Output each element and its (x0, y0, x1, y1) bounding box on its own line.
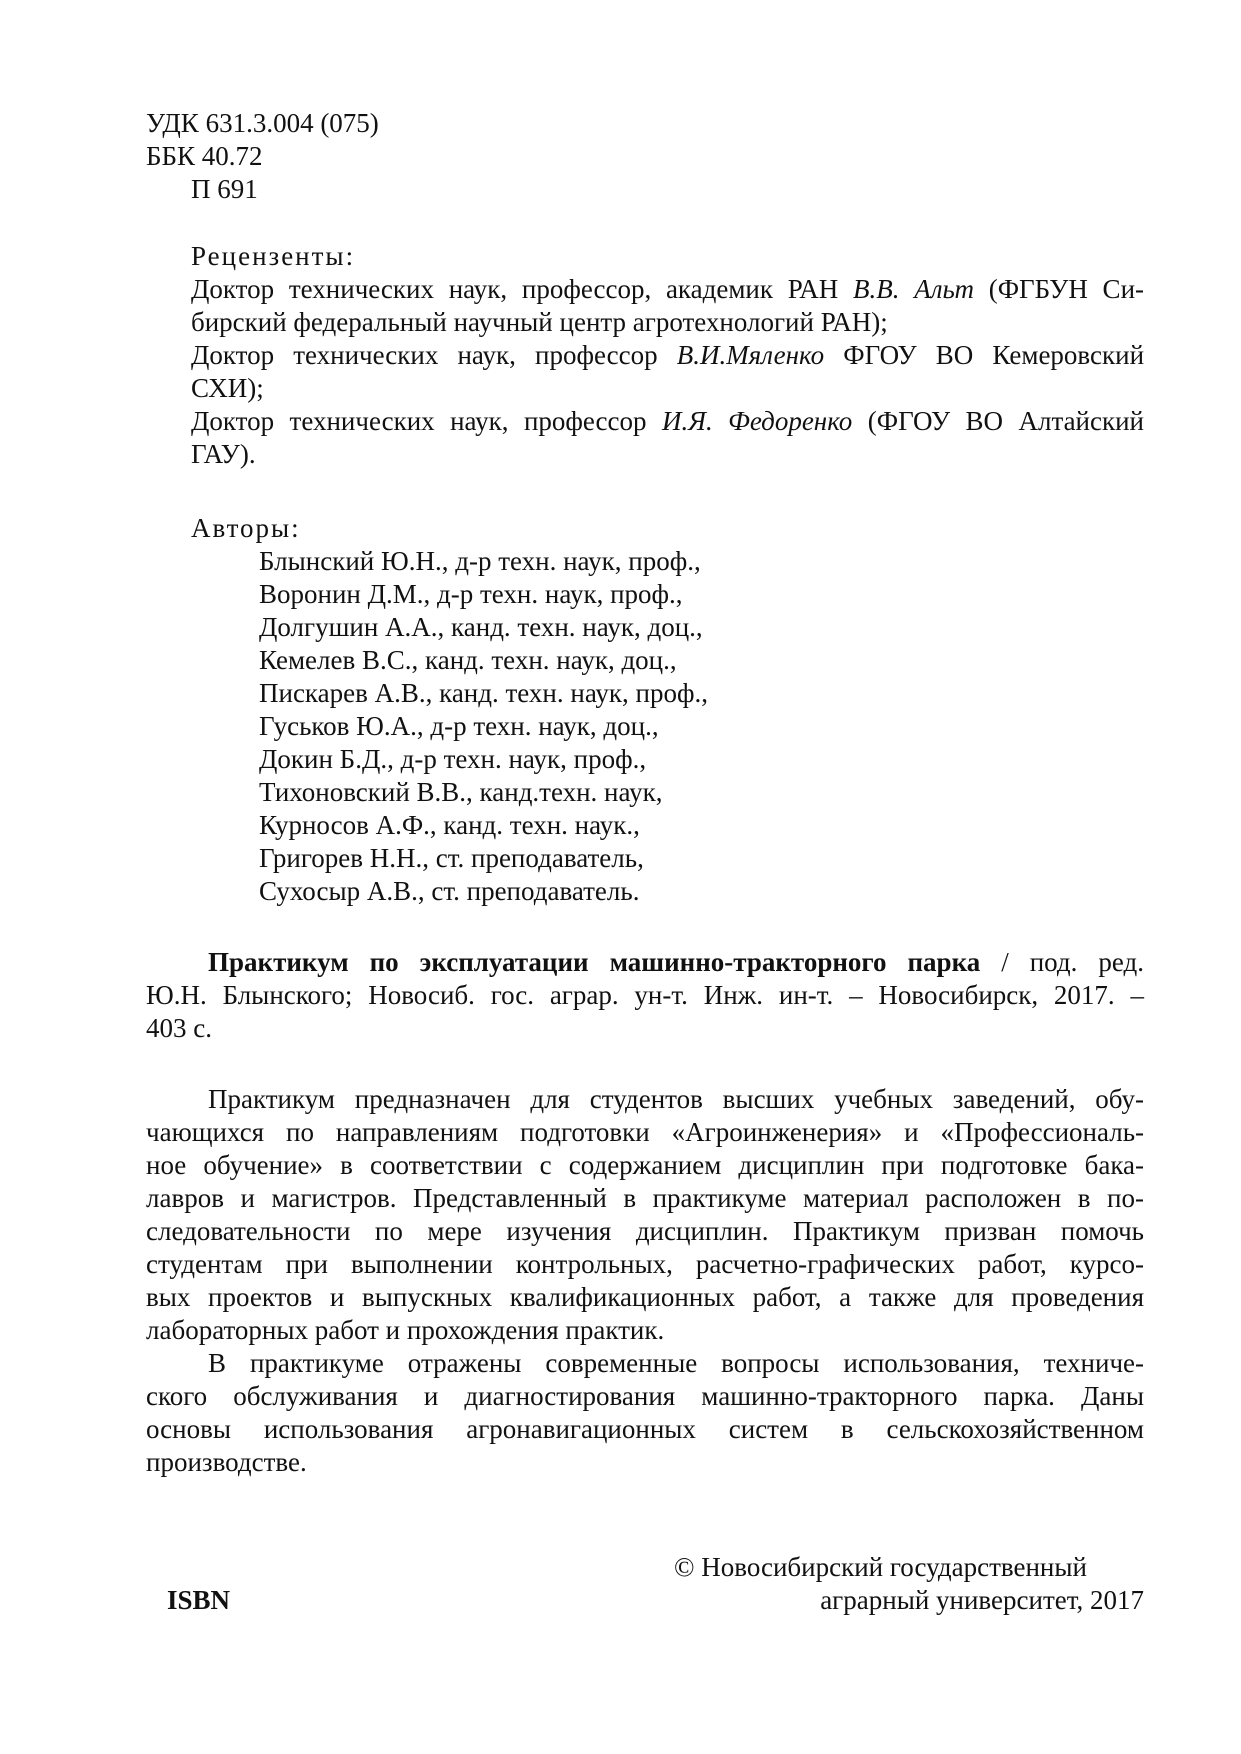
abstract-p1-line: лабораторных работ и прохождения практик. (146, 1315, 665, 1345)
abstract-p2-line: В практикуме отражены современные вопросы использования, техниче- (208, 1348, 1144, 1378)
author-item: Григорев Н.Н., ст. преподаватель, (259, 843, 644, 873)
author-item: Гуськов Ю.А., д-р техн. наук, доц., (259, 711, 659, 741)
authors-label: Авторы: (191, 513, 301, 543)
reviewer-3-line-1 (191, 405, 1144, 438)
reviewer-3-title: Доктор технических наук, профессор (191, 406, 647, 436)
copyright-line-2: аграрный университет, 2017 (820, 1585, 1144, 1615)
abstract-p2-line: ского обслуживания и диагностирования машинно-тракторного парка. Даны (146, 1381, 1144, 1411)
reviewer-3-org-start: (ФГОУ ВО Алтайский (867, 406, 1145, 436)
abstract-p1-line: чающихся по направлениям подготовки «Агроинженерия» и «Профессиональ- (146, 1117, 1144, 1147)
reviewer-2-org-start: ФГОУ ВО Кемеровский (843, 340, 1145, 370)
author-item: Долгушин А.А., канд. техн. наук, доц., (259, 612, 703, 642)
abstract-p1-line: вых проектов и выпускных квалификационных работ, а также для проведения (146, 1282, 1144, 1312)
reviewer-2-title: Доктор технических наук, профессор (191, 340, 658, 370)
abstract-p1-line: лавров и магистров. Представленный в практикуме материал расположен в по- (146, 1183, 1144, 1213)
author-item: Пискарев А.В., канд. техн. наук, проф., (259, 678, 708, 708)
reviewer-1-line-1 (191, 273, 1144, 306)
author-item: Воронин Д.М., д-р техн. наук, проф., (259, 579, 683, 609)
author-item: Докин Б.Д., д-р техн. наук, проф., (259, 744, 647, 774)
abstract-p1-line: следовательности по мере изучения дисциплин. Практикум призван помочь (146, 1216, 1144, 1246)
reviewers-label: Рецензенты: (191, 241, 356, 271)
isbn-label: ISBN (167, 1585, 231, 1615)
author-item: Кемелев В.С., канд. техн. наук, доц., (259, 645, 677, 675)
abstract-p2-line: производстве. (146, 1447, 307, 1477)
reviewer-1-org-start: (ФГБУН Си- (988, 274, 1145, 304)
reviewer-3-name: И.Я. Федоренко (661, 406, 853, 436)
reviewer-1-title: Доктор технических наук, профессор, академик РАН (191, 274, 839, 304)
reviewer-2-line-1 (191, 339, 1144, 372)
abstract-p1-line: студентам при выполнении контрольных, расчетно-графических работ, курсо- (146, 1249, 1144, 1279)
author-item: Курносов А.Ф., канд. техн. наук., (259, 810, 640, 840)
author-sign-code: П 691 (191, 174, 258, 204)
citation-line-2: Ю.Н. Блынского; Новосиб. гос. аграр. ун-т. Инж. ин-т. – Новосибирск, 2017. – (146, 980, 1144, 1010)
reviewer-2-name: В.И.Мяленко (676, 340, 825, 370)
abstract-p1-line: ное обучение» в соответствии с содержанием дисциплин при подготовке бака- (146, 1150, 1144, 1180)
author-item: Сухосыр А.В., ст. преподаватель. (259, 876, 640, 906)
author-item: Блынский Ю.Н., д-р техн. наук, проф., (259, 546, 701, 576)
abstract-p2-line: основы использования агронавигационных систем в сельскохозяйственном (146, 1414, 1144, 1444)
author-item: Тихоновский В.В., канд.техн. наук, (259, 777, 663, 807)
bbk-code: ББК 40.72 (146, 141, 263, 171)
reviewer-2-line-2: СХИ); (191, 373, 264, 403)
citation-line-3: 403 с. (146, 1013, 212, 1043)
copyright-line-1: © Новосибирский государственный (674, 1552, 1087, 1582)
reviewer-3-line-2: ГАУ). (191, 439, 256, 469)
abstract-p1-line: Практикум предназначен для студентов высших учебных заведений, обу- (208, 1084, 1144, 1114)
citation-editor-start: / под. ред. (1001, 947, 1144, 977)
citation-line-1 (208, 946, 1144, 979)
reviewer-1-name: В.В. Альт (853, 274, 974, 304)
book-title: Практикум по эксплуатации машинно-тракторного парка (208, 947, 981, 977)
reviewer-1-line-2: бирский федеральный научный центр агротехнологий РАН); (191, 307, 888, 337)
udk-code: УДК 631.3.004 (075) (146, 108, 379, 138)
